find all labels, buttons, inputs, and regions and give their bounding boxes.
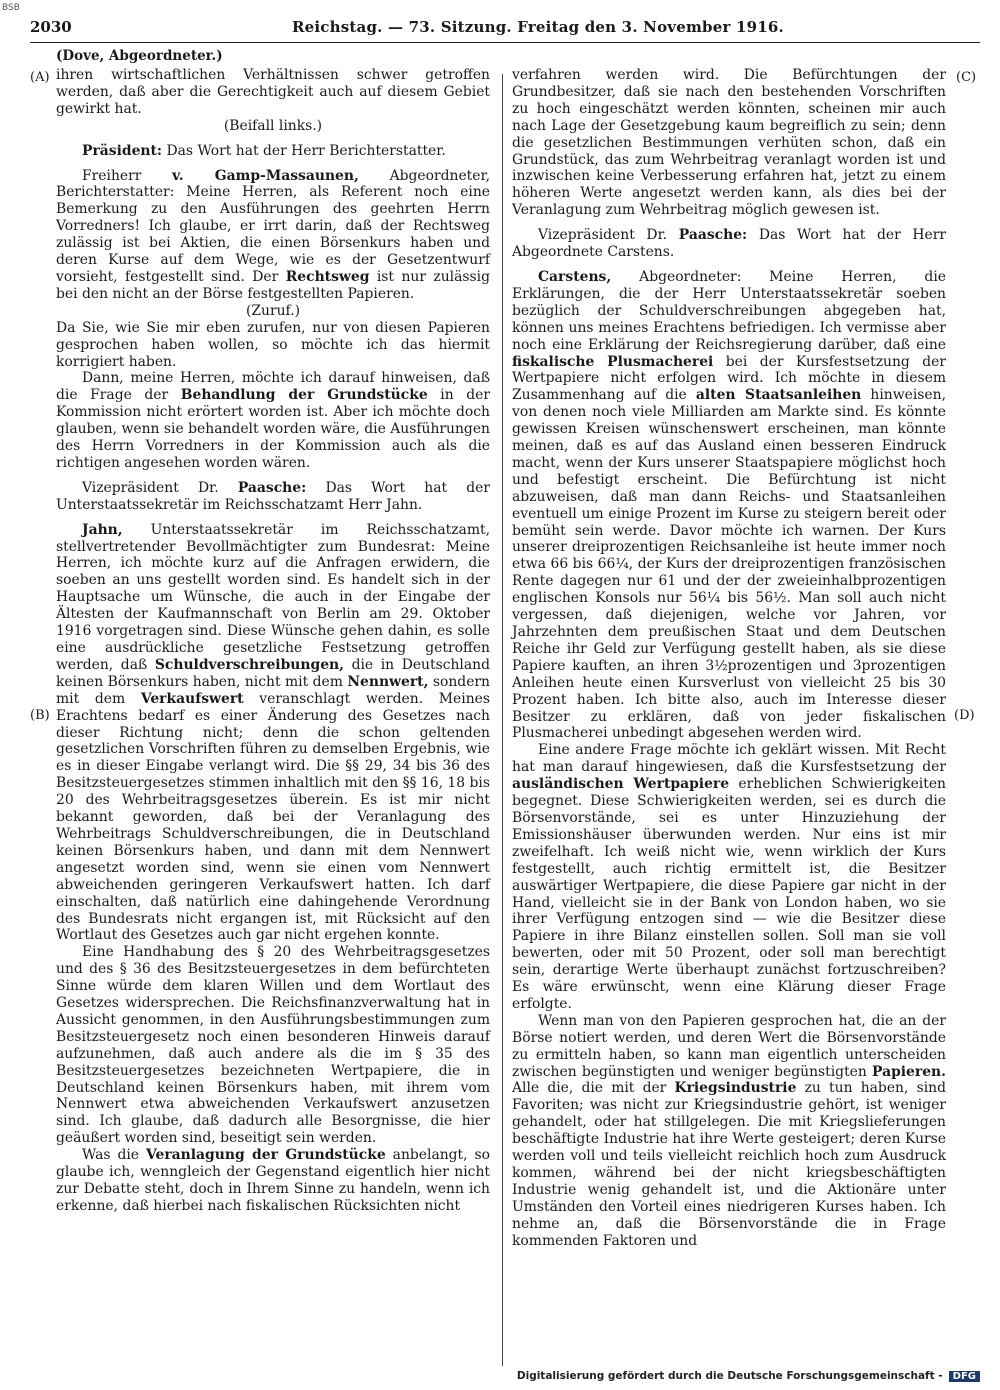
speaker-prefix: Vizepräsident Dr. xyxy=(82,479,219,496)
speaker-prefix: Freiherr xyxy=(82,167,142,184)
paragraph-text: anbelangt, so glaube ich, wenngleich der Gegenstand eigentlich hier nicht zur Debatte steht, doch in Ihrem Sinne zu handeln, wenn ich erkenne, daß hierbei nach fiskalischen Rücksichten nicht xyxy=(56,1147,491,1214)
emphasis: Verkaufswert xyxy=(140,690,244,707)
paragraph-text: Was die xyxy=(82,1147,140,1164)
page-header xyxy=(30,16,980,40)
paragraph xyxy=(512,1013,946,1250)
paragraph-text: Alle die, die mit der xyxy=(512,1080,667,1097)
margin-mark-b: (B) xyxy=(30,708,50,723)
paragraph-text: veranschlagt werden. Meines Erachtens bedarf es einer Änderung des Gesetzes nach dieser Richtung nicht; denn die schon geltenden gesetzlichen Vorschriften führen zu demselben Ergebnis, wie es in dieser Eingabe verlangt wird. Die §§ 29, 34 bis 36 des Besitzsteuergesetzes stimmen inhaltlich mit den §§ 16, 18 bis 20 des Wehrbeitragsgesetzes überein. Es ist mir nicht bekannt geworden, daß bei der Veranlagung des Wehrbeitrags Schuldverschreibungen, die in Deutschland keinen Börsenkurs haben, und dann mit dem Nennwert angesetzt worden sind, wenn sie einen vom Nennwert abweichenden geringeren Verkaufswert hatten. Ich darf einschalten, daß natürlich eine dahingehende Verordnung des Bundesrats nicht ergangen ist, mit Rücksicht auf den Wortlaut des Gesetzes auch gar nicht ergehen konnte. xyxy=(56,690,490,944)
library-stamp: BSB xyxy=(2,3,20,13)
running-title: Reichstag. — 73. Sitzung. Freitag den 3. November 1916. xyxy=(292,18,784,36)
paragraph-text: Dann, meine Herren, möchte ich darauf hinweisen, daß die Frage der xyxy=(56,370,490,404)
paragraph xyxy=(56,480,490,514)
paragraph-text: bei der Kursfestsetzung der Wertpapiere nicht erfolgen wird. Ich möchte in diesem Zusammenhang auf die xyxy=(512,353,946,404)
paragraph-text: hinweisen, von denen noch viele Milliarden am Markte sind. Es könnte gewissen Kreisen wünschenswert erscheinen, man könnte meinen, daß es auf das Ausland einen besseren Eindruck macht, wenn der Kurs unserer Staatspapiere möglichst hoch und befestigt erscheint. Die Befürchtung ist nicht abzuweisen, daß man dann Reichs- und Staatsanleihen eventuell um einige Prozent im Kurse zu steigern bereit oder bemüht sein werde. Davor möchte ich warnen. Der Kurs unserer dreiprozentigen Reichsanleihe ist heute immer noch etwa 66 bis 66¼, der Kurs der dreiprozentigen französischen Rente dagegen nur 61 und der der zweieinhalbprozentigen englischen Konsols nur 56¼ bis 56½. Man soll auch nicht vergessen, daß diejenigen, welche vor Jahren, vor Jahrzehnten dem preußischen Staat und dem Deutschen Reiche ihr Geld zur Verfügung gestellt haben, als sie diese Papiere kauften, an ihren 3½prozentigen und 3prozentigen Anleihen heute einen Kursverlust von vielleicht 25 bis 30 Prozent haben. Ich bitte also, auch im Interesse dieser Besitzer zu erklären, daß von jeder fiskalischen Plusmacherei unbedingt abgesehen werden wird. xyxy=(512,387,946,742)
emphasis: Papieren. xyxy=(872,1063,946,1080)
margin-mark-d: (D) xyxy=(954,708,975,723)
left-column xyxy=(56,67,490,1215)
paragraph-text: Das Wort hat der Unterstaatssekretär im Reichsschatzamt Herr Jahn. xyxy=(56,479,491,513)
paragraph-text: Eine andere Frage möchte ich geklärt wissen. Mit Recht hat man darauf hingewiesen, daß die Kursfestsetzung der xyxy=(512,742,946,776)
emphasis: alten Staatsanleihen xyxy=(695,387,862,404)
margin-mark-c: (C) xyxy=(956,70,977,85)
speaker-name: Paasche: xyxy=(678,227,748,244)
emphasis: fiskalische Plusmacherei xyxy=(512,353,714,370)
interjection: (Beifall links.) xyxy=(223,117,323,134)
paragraph-text: in der Kommission nicht erörtert worden ist. Aber ich möchte doch glauben, wenn sie behandelt worden wäre, die Ausführungen des Herrn Vorredners in der Kommission auch als die richtigen angesehen worden wären. xyxy=(56,387,490,471)
speaker-continuation: (Dove, Abgeordneter.) xyxy=(56,48,223,64)
speaker-name: Carstens, xyxy=(538,268,612,285)
paragraph xyxy=(512,742,946,1013)
paragraph-text: Wenn man von den Papieren gesprochen hat, die an der Börse notiert werden, und deren Wert die Börsenvorstände zu ermitteln haben, so kann man eigentlich unterscheiden zwischen begünstigten und weniger begünstigten xyxy=(512,1012,946,1080)
digitization-credit xyxy=(517,1370,980,1382)
paragraph-text: Das Wort hat der Herr Abgeordnete Carstens. xyxy=(512,227,947,261)
emphasis: Nennwert, xyxy=(347,673,429,690)
interjection: (Zuruf.) xyxy=(245,302,301,319)
speaker-prefix: Vizepräsident Dr. xyxy=(538,227,668,244)
paragraph-text: erheblichen Schwierigkeiten begegnet. Diese Schwierigkeiten werden, sei es durch die Börsenvorstände, sei es unter Hinzuziehung der Emissionshäuser überwunden werden. Nur eins ist mir zweifelhaft. Ich weiß nicht wie, wenn wirklich der Kurs festgestellt, auch richtig ermittelt ist, die Besitzer auswärtiger Wertpapiere, die diese Papiere gar nicht in der Hand, vielleicht sie in der Bank von London haben, wo sie ihrer Verfügung entzogen sind — wie die Besitzer diese Papiere in ihre Bilanz einstellen sollen. Soll man sie voll bewerten, oder mit 50 Prozent, oder soll man berechtigt sein, derartige Werte überhaupt zunächst fortzuschreiben? Es wäre erwünscht, wenn eine Klärung dieser Frage erfolgte. xyxy=(512,776,946,1012)
paragraph-text: die in Deutschland keinen Börsenkurs haben, nicht mit dem xyxy=(56,656,490,690)
paragraph-text: Abgeordneter, Berichterstatter: Meine Herren, als Referent noch eine Bemerkung zu den Ausführungen des geehrten Herrn Vorredners! Ich glaube, er irrt darin, daß der Rechtsweg zulässig ist bei Aktien, die einen Börsenkurs haben und deren Kurse auf dem Wege, wie es der Gesetzentwurf vorsieht, festgestellt sind. Der xyxy=(56,167,490,285)
paragraph xyxy=(56,168,490,303)
paragraph: Da Sie, wie Sie mir eben zurufen, nur von diesen Papieren gesprochen haben wollen, so möchte ich das hiermit korrigiert haben. xyxy=(56,319,490,370)
speaker-name: Jahn, xyxy=(82,521,123,538)
paragraph-text: Abgeordneter: Meine Herren, die Erklärungen, die der Herr Unterstaatssekretär soeben bezüglich der Schuldverschreibungen abgegeben hat, können uns meines Erachtens befriedigen. Ich vermisse aber noch eine Erklärung der Reichsregierung darüber, daß eine xyxy=(512,268,946,353)
paragraph-text: zu tun haben, sind Favoriten; was nicht zur Kriegsindustrie gehört, ist weniger gehandelt, oder hat stillgelegen. Die mit Kriegslieferungen beschäftigte Industrie hat ihre Werte gesteigert; deren Kurse werden voll und teils vielleicht reichlich hoch zum Ausdruck kommen, während bei der nicht kriegsbeschäftigten Industrie wenig gehandelt ist, und die Aktionäre unter Umständen den Vorteil eines niedrigeren Kurses haben. Ich nehme an, daß die Börsenvorstände die in Frage kommenden Faktoren und xyxy=(512,1080,946,1249)
paragraph-text: Das Wort hat der Herr Berichterstatter. xyxy=(166,142,446,159)
credit-text: Digitalisierung gefördert durch die Deutsche Forschungsgemeinschaft - xyxy=(516,1370,943,1382)
paragraph-text: ist nur zulässig bei den nicht an der Börse festgestellten Papieren. xyxy=(56,268,490,302)
paragraph: Eine Handhabung des § 20 des Wehrbeitragsgesetzes und des § 36 des Besitzsteuergesetzes in dem befürchteten Sinne würde dem klaren Willen und dem Wortlaut des Gesetzes widersprechen. Die Reichsfinanzverwaltung hat in Aussicht genommen, in den Ausführungsbestimmungen zum Besitzsteuergesetz noch einen besonderen Hinweis darauf aufzunehmen, daß auch andere als die im § 35 des Besitzsteuergesetzes bezeichneten Wertpapiere, die in Deutschland keinen Börsenkurs haben, mit ihrem vom Nennwert etwa abweichenden Verkaufswert anzusetzen sind. Ich glaube, daß dadurch alle Besorgnisse, die hier geäußert worden sind, beseitigt sein werden. xyxy=(56,944,490,1147)
emphasis: Kriegsindustrie xyxy=(674,1080,797,1097)
emphasis: Veranlagung der Grundstücke xyxy=(146,1147,386,1164)
speaker-name: v. Gamp-Massaunen, xyxy=(172,167,359,184)
paragraph xyxy=(512,227,946,261)
speaker-name: Präsident: xyxy=(82,142,163,159)
dfg-logo: DFG xyxy=(949,1371,980,1382)
paragraph-text: sondern mit dem xyxy=(56,673,490,707)
column-divider xyxy=(502,74,503,1366)
paragraph xyxy=(56,143,490,160)
emphasis: Behandlung der Grundstücke xyxy=(180,387,428,404)
paragraph: ihren wirtschaftlichen Verhältnissen schwer getroffen werden, daß aber die Gerechtigkeit auch auf diesem Gebiet gewirkt hat. xyxy=(56,67,490,117)
paragraph xyxy=(56,1147,490,1215)
paragraph: verfahren werden wird. Die Befürchtungen der Grundbesitzer, daß sie nach den bestehenden Vorschriften zu hoch eingeschätzt werden könnten, scheinen mir auch nach Lage der Gesetzgebung kaum begreiflich zu sein; denn die gesetzlichen Bestimmungen verhüten schon, daß ein Grundstück, das zum Wehrbeitrag veranlagt worden ist und inzwischen keine Verbesserung erfahren hat, jetzt zu einem höheren Werte angesetzt werden kann, als dies bei der Veranlagung zum Wehrbeitrag möglich gewesen ist. xyxy=(512,67,946,219)
right-column xyxy=(512,67,946,1250)
header-rule xyxy=(30,42,980,43)
paragraph xyxy=(56,522,490,945)
speaker-name: Paasche: xyxy=(237,479,307,496)
paragraph xyxy=(512,269,946,742)
paragraph xyxy=(56,370,490,471)
emphasis: Rechtsweg xyxy=(285,268,370,285)
emphasis: Schuldverschreibungen, xyxy=(154,656,344,673)
emphasis: ausländischen Wertpapiere xyxy=(512,776,730,793)
paragraph-text: Unterstaatssekretär im Reichsschatzamt, stellvertretender Bevollmächtigter zum Bundesrat: Meine Herren, ich möchte kurz auf die Anfragen erwidern, die soeben an uns gestellt worden sind. Es handelt sich in der Hauptsache um Wünsche, die auch in der Eingabe der Ältesten der Kaufmannschaft von Berlin am 29. Oktober 1916 vorgetragen sind. Diese Wünsche gehen dahin, es solle eine ausdrückliche gesetzliche Festsetzung getroffen werden, daß xyxy=(56,521,490,673)
page-number: 2030 xyxy=(30,18,72,36)
margin-mark-a: (A) xyxy=(30,70,50,85)
